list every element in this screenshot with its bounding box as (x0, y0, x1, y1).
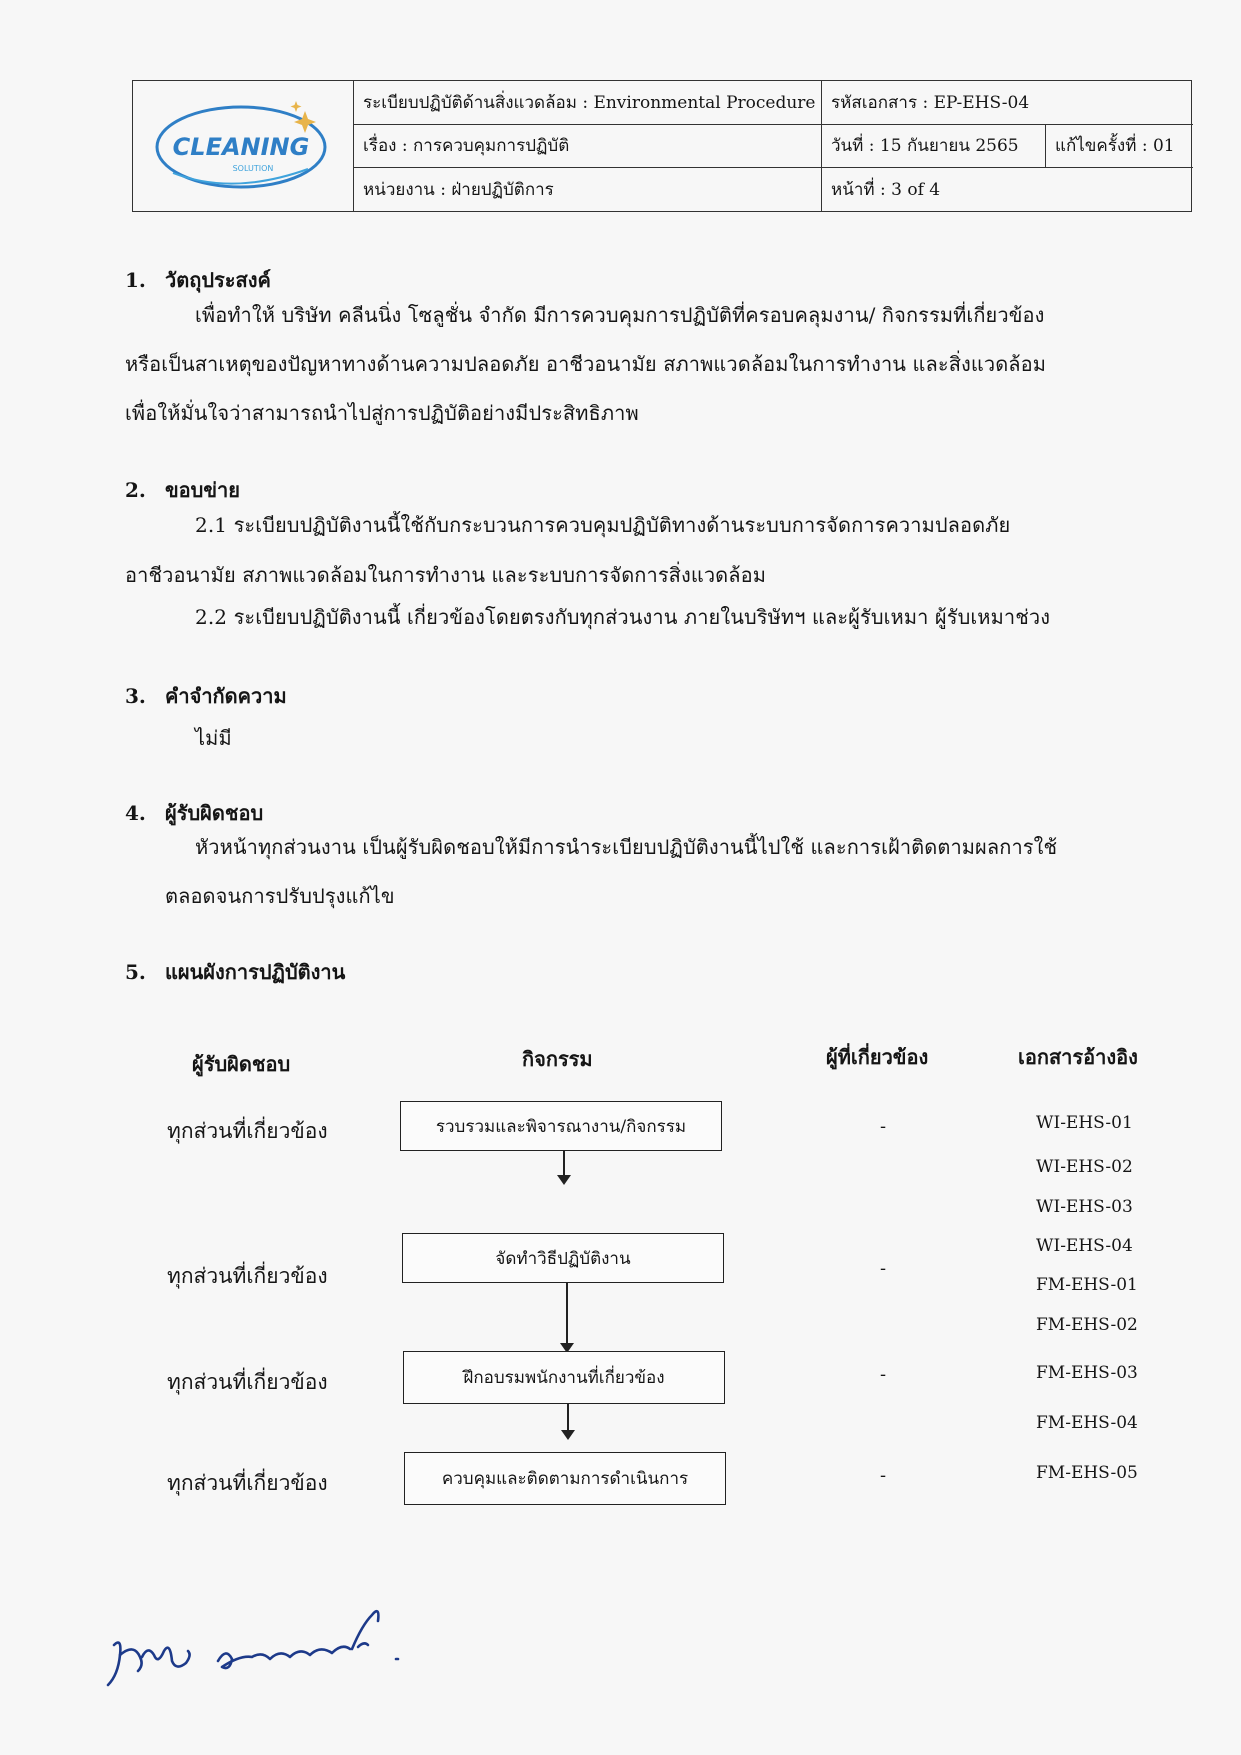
section-title: คำจำกัดความ (165, 684, 287, 708)
date: วันที่ : 15 กันยายน 2565 (831, 136, 1019, 156)
flowchart-step-3-related: - (880, 1364, 887, 1385)
section-2-line-3: 2.2 ระเบียบปฏิบัติงานนี้ เกี่ยวข้องโดยตรงกับทุกส่วนงาน ภายในบริษัทฯ และผู้รับเหมา ผู้รับเหมาช่วง (195, 605, 1051, 629)
section-title: ผู้รับผิดชอบ (165, 801, 264, 825)
section-3-line-1: ไม่มี (195, 726, 232, 750)
flowchart-step-4-box: ควบคุมและติดตามการดำเนินการ (404, 1452, 726, 1505)
flowchart-header-related: ผู้ที่เกี่ยวข้อง (826, 1045, 929, 1069)
document-header (132, 80, 1192, 212)
sparkle-icon (294, 111, 316, 133)
flowchart-step-3-box: ฝึกอบรมพนักงานที่เกี่ยวข้อง (403, 1351, 725, 1404)
reference-doc: FM-EHS-05 (1036, 1463, 1138, 1483)
reference-doc: FM-EHS-04 (1036, 1413, 1138, 1433)
section-1-line-1: เพื่อทำให้ บริษัท คลีนนิ่ง โซลูชั่น จำกัด มีการควบคุมการปฏิบัติที่ครอบคลุมงาน/ กิจกรรมที่เกี่ยวข้อง (195, 303, 1045, 327)
logo-text: CLEANING (172, 133, 310, 161)
reference-doc: WI-EHS-04 (1036, 1236, 1133, 1256)
flowchart-step-2-related: - (880, 1258, 887, 1279)
flowchart-header-activity: กิจกรรม (522, 1047, 593, 1071)
flowchart-arrow-2 (566, 1283, 568, 1345)
reference-doc: FM-EHS-01 (1036, 1275, 1138, 1295)
section-4-line-1: หัวหน้าทุกส่วนงาน เป็นผู้รับผิดชอบให้มีการนำระเบียบปฏิบัติงานนี้ไปใช้ และการเฝ้าติดตามผลการใช้ (195, 835, 1058, 859)
flowchart-step-1-related: - (880, 1116, 887, 1137)
section-2-heading (125, 474, 240, 506)
reference-doc: WI-EHS-01 (1036, 1113, 1133, 1133)
revision: แก้ไขครั้งที่ : 01 (1055, 136, 1175, 156)
reference-doc: WI-EHS-03 (1036, 1197, 1133, 1217)
reference-doc: WI-EHS-02 (1036, 1157, 1133, 1177)
sparkle-small-icon (291, 101, 302, 112)
flowchart-arrow-3 (567, 1404, 569, 1432)
section-1-heading (125, 264, 271, 296)
section-title: แผนผังการปฏิบัติงาน (165, 960, 346, 984)
section-4-heading (125, 797, 263, 829)
company-logo (133, 81, 351, 211)
department: หน่วยงาน : ฝ่ายปฏิบัติการ (363, 179, 554, 200)
flowchart-arrow-1 (563, 1151, 565, 1177)
logo-cell (133, 81, 354, 211)
reference-doc: FM-EHS-03 (1036, 1363, 1138, 1383)
flowchart-step-2-responsible: ทุกส่วนที่เกี่ยวข้อง (167, 1264, 328, 1288)
doc-code: รหัสเอกสาร : EP-EHS-04 (831, 93, 1030, 113)
section-number: 1. (125, 268, 146, 292)
flowchart-step-4-related: - (880, 1465, 887, 1486)
section-3-heading (125, 680, 287, 712)
section-title: ขอบข่าย (165, 478, 240, 502)
flowchart-step-2-box: จัดทำวิธีปฏิบัติงาน (402, 1233, 724, 1283)
section-2-line-1: 2.1 ระเบียบปฏิบัติงานนี้ใช้กับกระบวนการควบคุมปฏิบัติทางด้านระบบการจัดการความปลอดภัย (195, 513, 1011, 537)
section-5-heading (125, 956, 345, 988)
section-number: 2. (125, 478, 146, 502)
section-2-line-2: อาชีวอนามัย สภาพแวดล้อมในการทำงาน และระบบการจัดการสิ่งแวดล้อม (125, 563, 767, 587)
flowchart-step-1-box: รวบรวมและพิจารณางาน/กิจกรรม (400, 1101, 722, 1151)
section-number: 3. (125, 684, 146, 708)
subject: เรื่อง : การควบคุมการปฏิบัติ (363, 136, 570, 156)
section-1-line-3: เพื่อให้มั่นใจว่าสามารถนำไปสู่การปฏิบัติอย่างมีประสิทธิภาพ (125, 401, 639, 425)
section-1-line-2: หรือเป็นสาเหตุของปัญหาทางด้านความปลอดภัย อาชีวอนามัย สภาพแวดล้อมในการทำงาน และสิ่งแวดล้อม (125, 352, 1047, 376)
flowchart-step-1-responsible: ทุกส่วนที่เกี่ยวข้อง (167, 1119, 328, 1143)
flowchart-step-4-responsible: ทุกส่วนที่เกี่ยวข้อง (167, 1471, 328, 1495)
section-number: 5. (125, 960, 146, 984)
section-4-line-2: ตลอดจนการปรับปรุงแก้ไข (165, 884, 395, 908)
flowchart-step-3-responsible: ทุกส่วนที่เกี่ยวข้อง (167, 1370, 328, 1394)
section-title: วัตถุประสงค์ (165, 268, 271, 292)
flowchart-header-reference: เอกสารอ้างอิง (1018, 1045, 1138, 1069)
logo-subtext: SOLUTION (232, 164, 274, 173)
procedure-title: ระเบียบปฏิบัติด้านสิ่งแวดล้อม : Environmental Procedure (363, 93, 816, 113)
reference-doc: FM-EHS-02 (1036, 1315, 1138, 1335)
flowchart-header-responsible: ผู้รับผิดชอบ (192, 1052, 291, 1076)
page-number: หน้าที่ : 3 of 4 (831, 179, 941, 200)
handwritten-signature (100, 1585, 420, 1695)
section-number: 4. (125, 801, 146, 825)
